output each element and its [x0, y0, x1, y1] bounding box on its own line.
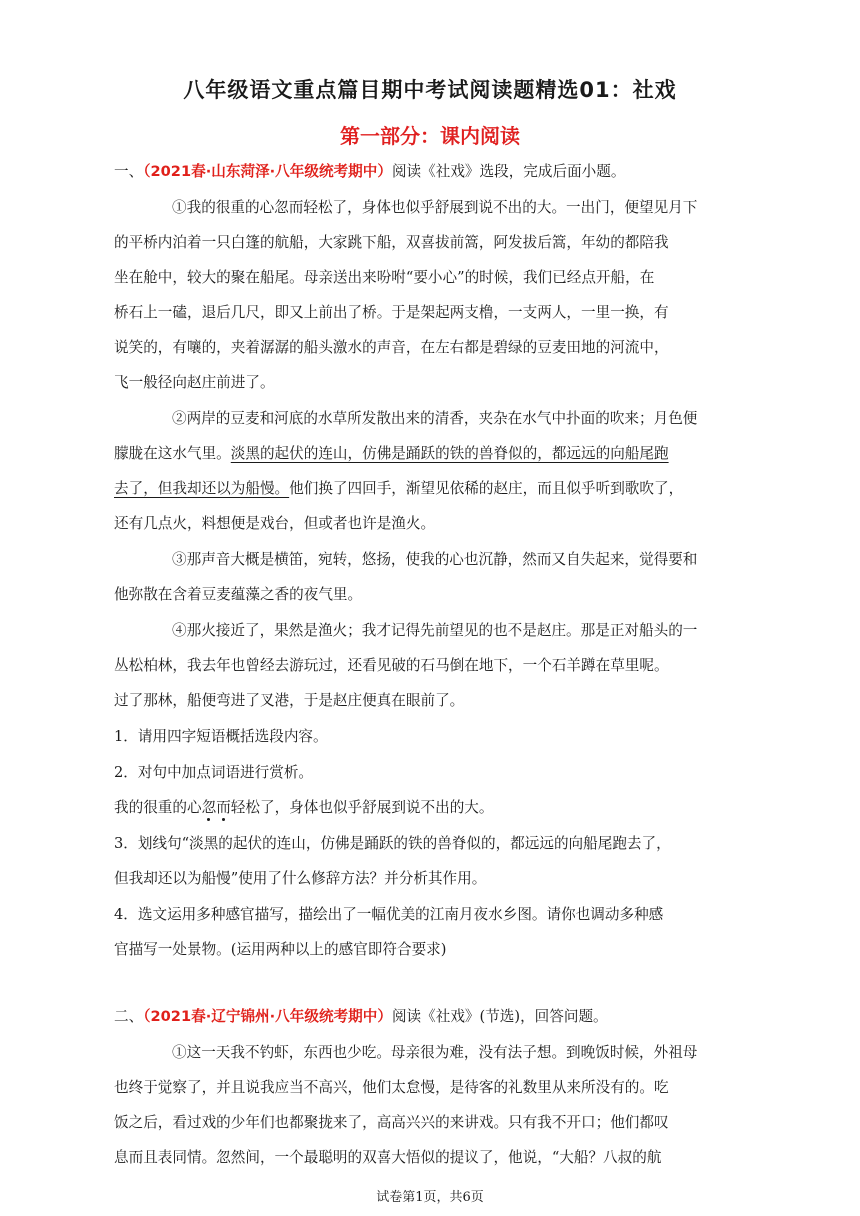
sub-question: 1．请用四字短语概括选段内容。: [114, 728, 328, 745]
question-instruction: 阅读《社戏》(节选)，回答问题。: [391, 1008, 608, 1025]
question-source: （2021春·山东菏泽·八年级统考期中）: [143, 163, 392, 180]
underlined-sentence: 去了，但我却还以为船慢。: [114, 480, 290, 497]
underlined-sentence: 淡黑的起伏的连山，仿佛是踊跃的铁的兽脊似的，都远远的向船尾跑: [230, 445, 669, 462]
sub-question: 4．选文运用多种感官描写，描绘出了一幅优美的江南月夜水乡图。请你也调动多种感: [114, 906, 664, 923]
question-1-heading: [114, 162, 625, 182]
sub-question: 2．对句中加点词语进行赏析。: [114, 764, 314, 781]
dotted-word: 而: [216, 799, 231, 816]
sentence-text: 我的很重的心: [114, 799, 202, 816]
sub-question: 官描写一处景物。(运用两种以上的感官即符合要求): [114, 941, 447, 958]
page-title: 八年级语文重点篇目期中考试阅读题精选01：社戏: [183, 78, 677, 102]
question-instruction: 阅读《社戏》选段，完成后面小题。: [391, 163, 626, 180]
question-number: 二、: [114, 1008, 144, 1025]
passage-line: 息而且表同情。忽然间，一个最聪明的双喜大悟似的提议了，他说，“大船？八叔的航: [114, 1149, 662, 1166]
sub-question: 3．划线句“淡黑的起伏的连山，仿佛是踊跃的铁的兽脊似的，都远远的向船尾跑去了，: [114, 835, 671, 852]
passage-line: 的平桥内泊着一只白篷的航船，大家跳下船，双喜拔前篙，阿发拔后篙，年幼的都陪我: [114, 234, 669, 251]
passage-line: 饭之后，看过戏的少年们也都聚拢来了，高高兴兴的来讲戏。只有我不开口；他们都叹: [114, 1114, 669, 1131]
passage-line: [114, 479, 683, 499]
passage-line: 也终于觉察了，并且说我应当不高兴，他们太怠慢，是待客的礼数里从来所没有的。吃: [114, 1079, 669, 1096]
passage-line: ①这一天我不钓虾，东西也少吃。母亲很为难，没有法子想。到晚饭时候，外祖母: [172, 1044, 698, 1061]
sentence-text: 轻松了，身体也似乎舒展到说不出的大。: [230, 799, 494, 816]
passage-line: 坐在舱中，较大的聚在船尾。母亲送出来吩咐“要小心”的时候，我们已经点开船，在: [114, 269, 655, 286]
passage-text: 朦胧在这水气里。: [114, 445, 231, 462]
passage-line: [114, 444, 669, 464]
dotted-sentence: [114, 798, 494, 818]
dotted-word: 忽: [201, 799, 217, 816]
passage-text: 他们换了四回手，渐望见依稀的赵庄，而且似乎听到歌吹了，: [289, 480, 684, 497]
passage-line: ④那火接近了，果然是渔火；我才记得先前望见的也不是赵庄。那是正对船头的一: [172, 622, 698, 639]
sub-question: 但我却还以为船慢”使用了什么修辞方法？并分析其作用。: [114, 870, 487, 887]
passage-line: 说笑的，有嚷的，夹着潺潺的船头激水的声音，在左右都是碧绿的豆麦田地的河流中，: [114, 339, 669, 356]
passage-line: ②两岸的豆麦和河底的水草所发散出来的清香，夹杂在水气中扑面的吹来；月色便: [172, 410, 698, 427]
passage-line: 过了那林，船便弯进了叉港，于是赵庄便真在眼前了。: [114, 692, 465, 709]
section-subtitle: 第一部分：课内阅读: [340, 124, 520, 148]
passage-line: 丛松柏林，我去年也曾经去游玩过，还看见破的石马倒在地下，一个石羊蹲在草里呢。: [114, 657, 669, 674]
question-2-heading: [114, 1007, 608, 1027]
passage-line: 还有几点火，料想便是戏台，但或者也许是渔火。: [114, 515, 436, 532]
passage-line: 飞一般径向赵庄前进了。: [114, 374, 275, 391]
page-footer: 试卷第1页，共6页: [376, 1190, 484, 1205]
question-number: 一、: [114, 163, 144, 180]
passage-line: ①我的很重的心忽而轻松了，身体也似乎舒展到说不出的大。一出门，便望见月下: [172, 199, 698, 216]
question-source: （2021春·辽宁锦州·八年级统考期中）: [143, 1008, 392, 1025]
passage-line: 他弥散在含着豆麦蕴藻之香的夜气里。: [114, 586, 363, 603]
passage-line: 桥石上一磕，退后几尺，即又上前出了桥。于是架起两支橹，一支两人，一里一换，有: [114, 304, 669, 321]
passage-line: ③那声音大概是横笛，宛转，悠扬，使我的心也沉静，然而又自失起来，觉得要和: [172, 551, 698, 568]
